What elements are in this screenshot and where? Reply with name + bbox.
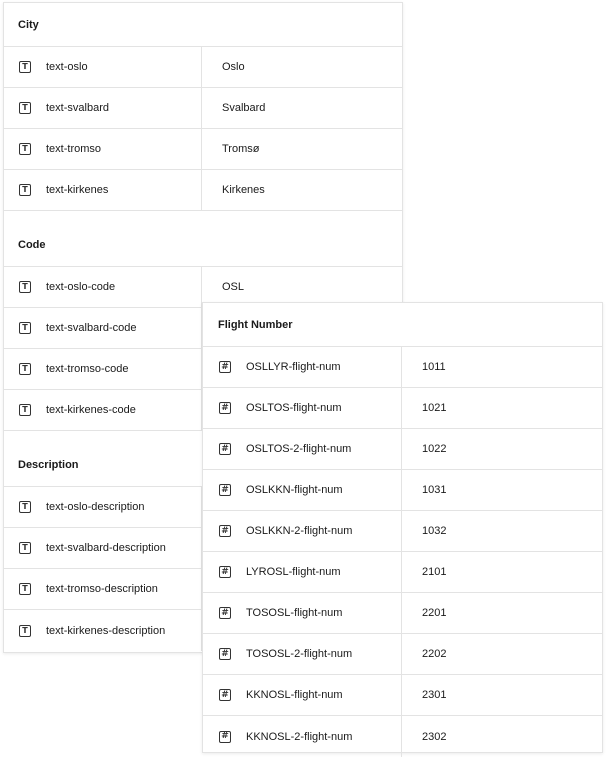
variable-row[interactable] bbox=[203, 347, 602, 388]
variable-name: text-svalbard-code bbox=[46, 322, 137, 334]
variable-name: OSLTOS-flight-num bbox=[246, 402, 342, 414]
variable-row[interactable] bbox=[203, 634, 602, 675]
variable-row[interactable] bbox=[203, 593, 602, 634]
text-type-icon: T bbox=[19, 281, 31, 293]
variable-row[interactable] bbox=[4, 88, 402, 129]
variable-name: KKNOSL-flight-num bbox=[246, 689, 343, 701]
number-type-icon: # bbox=[219, 402, 231, 414]
number-type-icon: # bbox=[219, 484, 231, 496]
variable-name: text-oslo-code bbox=[46, 281, 116, 293]
text-type-icon: T bbox=[19, 542, 31, 554]
section-title-description: Description bbox=[4, 431, 402, 487]
variable-name: text-tromso-description bbox=[46, 583, 158, 595]
number-type-icon: # bbox=[219, 443, 231, 455]
variable-name: text-kirkenes-code bbox=[46, 404, 136, 416]
variable-row[interactable] bbox=[203, 552, 602, 593]
variable-value[interactable]: OSL bbox=[222, 281, 245, 293]
section-title-city: City bbox=[4, 3, 402, 47]
variable-value[interactable]: 1022 bbox=[422, 443, 447, 455]
variable-value[interactable]: Kirkenes bbox=[222, 184, 265, 196]
section-title-code: Code bbox=[4, 211, 402, 267]
variable-name: OSLTOS-2-flight-num bbox=[246, 443, 352, 455]
text-type-icon: T bbox=[19, 143, 31, 155]
variable-row[interactable] bbox=[4, 170, 402, 211]
variable-name: text-tromso bbox=[46, 143, 102, 155]
number-type-icon: # bbox=[219, 525, 231, 537]
variable-value[interactable]: 2201 bbox=[422, 607, 447, 619]
variable-name: OSLKKN-2-flight-num bbox=[246, 525, 353, 537]
variable-row[interactable] bbox=[203, 388, 602, 429]
variable-value[interactable]: 2301 bbox=[422, 689, 447, 701]
text-type-icon: T bbox=[19, 404, 31, 416]
variable-value[interactable]: 2202 bbox=[422, 648, 447, 660]
variable-row[interactable] bbox=[4, 47, 402, 88]
variable-row[interactable] bbox=[203, 470, 602, 511]
variable-value[interactable]: 1031 bbox=[422, 484, 447, 496]
variable-row[interactable] bbox=[203, 511, 602, 552]
variable-name: LYROSL-flight-num bbox=[246, 566, 341, 578]
text-type-icon: T bbox=[19, 501, 31, 513]
variable-name: OSLLYR-flight-num bbox=[246, 361, 341, 373]
section-title-flight-number: Flight Number bbox=[203, 303, 602, 347]
text-type-icon: T bbox=[19, 583, 31, 595]
variable-name: TOSOSL-flight-num bbox=[246, 607, 343, 619]
variable-value[interactable]: Svalbard bbox=[222, 102, 266, 114]
text-type-icon: T bbox=[19, 102, 31, 114]
text-type-icon: T bbox=[19, 322, 31, 334]
number-type-icon: # bbox=[219, 566, 231, 578]
variable-name: text-kirkenes bbox=[46, 184, 109, 196]
variable-row[interactable] bbox=[203, 675, 602, 716]
variable-name: text-tromso-code bbox=[46, 363, 129, 375]
text-type-icon: T bbox=[19, 184, 31, 196]
variables-panel-flight-number bbox=[202, 302, 603, 753]
number-type-icon: # bbox=[219, 361, 231, 373]
number-type-icon: # bbox=[219, 648, 231, 660]
variable-value[interactable]: 1032 bbox=[422, 525, 447, 537]
text-type-icon: T bbox=[19, 61, 31, 73]
variable-row[interactable] bbox=[203, 716, 602, 757]
text-type-icon: T bbox=[19, 363, 31, 375]
variable-name: text-oslo bbox=[46, 61, 88, 73]
variable-value[interactable]: 1021 bbox=[422, 402, 447, 414]
number-type-icon: # bbox=[219, 731, 231, 743]
variable-name: OSLKKN-flight-num bbox=[246, 484, 343, 496]
variable-value[interactable]: 1011 bbox=[422, 361, 446, 373]
variable-name: KKNOSL-2-flight-num bbox=[246, 730, 353, 743]
variable-name: text-kirkenes-description bbox=[46, 624, 166, 637]
variable-value[interactable]: 2101 bbox=[422, 566, 447, 578]
number-type-icon: # bbox=[219, 689, 231, 701]
variable-value[interactable]: Tromsø bbox=[222, 143, 260, 155]
variable-row[interactable] bbox=[203, 429, 602, 470]
variable-value[interactable]: Oslo bbox=[222, 61, 245, 73]
text-type-icon: T bbox=[19, 625, 31, 637]
variable-name: text-svalbard-description bbox=[46, 542, 166, 554]
variable-value[interactable]: 2302 bbox=[422, 730, 447, 743]
number-type-icon: # bbox=[219, 607, 231, 619]
variable-name: text-svalbard bbox=[46, 102, 109, 114]
variable-name: TOSOSL-2-flight-num bbox=[246, 648, 353, 660]
variable-row[interactable] bbox=[4, 129, 402, 170]
variable-name: text-oslo-description bbox=[46, 501, 145, 513]
